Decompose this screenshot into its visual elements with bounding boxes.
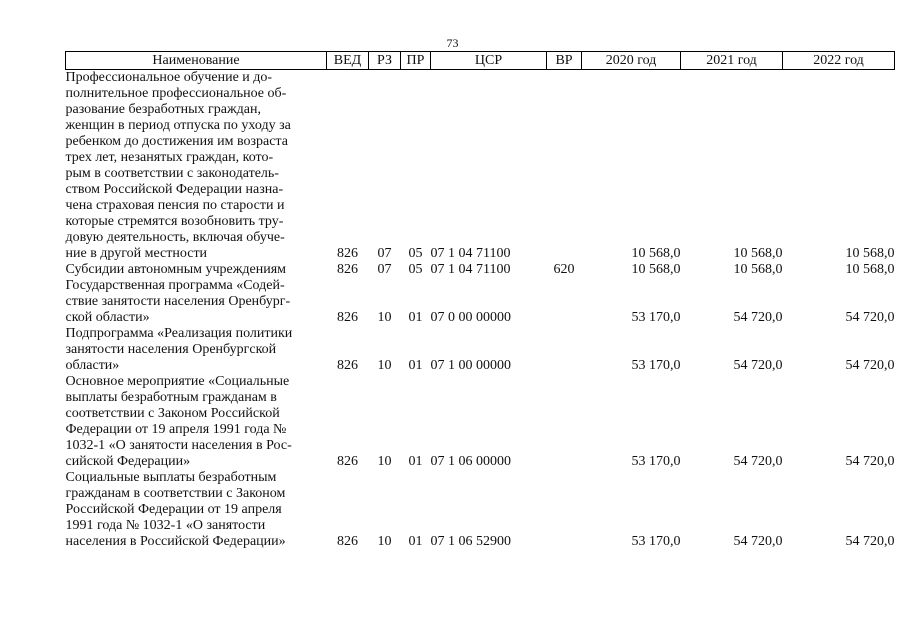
row-vr bbox=[547, 278, 582, 326]
table-row bbox=[66, 326, 895, 374]
row-csr: 07 0 00 00000 bbox=[430, 310, 511, 325]
row-ved: 826 bbox=[337, 310, 358, 325]
row-2022: 54 720,0 bbox=[845, 358, 895, 373]
table-row bbox=[66, 374, 895, 470]
row-rz: 07 bbox=[377, 246, 392, 261]
header-csr: ЦСР bbox=[431, 52, 547, 70]
header-name: Наименование bbox=[66, 52, 327, 70]
row-rz: 10 bbox=[377, 534, 392, 549]
row-csr: 07 1 00 00000 bbox=[430, 358, 511, 373]
row-2020: 53 170,0 bbox=[631, 454, 681, 469]
page-number: 73 bbox=[446, 36, 459, 50]
budget-table bbox=[65, 51, 895, 550]
row-name: Основное мероприятие «Социальные выплаты безработным гражданам в соответствии с Законом Российской Федерации от 19 апреля 1991 года № 1032-1 «О занятости населения в Рос- сийской Федерации» bbox=[65, 374, 292, 469]
row-2020: 53 170,0 bbox=[631, 534, 681, 549]
row-2020: 10 568,0 bbox=[631, 262, 681, 277]
table-row bbox=[66, 70, 895, 263]
row-pr: 01 bbox=[408, 454, 423, 469]
row-name: Профессиональное обучение и до- полнительное профессиональное об- разование безработных граждан, женщин в период отпуска по уходу за ребенком до достижения им возраста трех лет, незанятых граждан, кото- рым в соответствии с законодатель- ством Российской Федерации назна- чена страховая пенсия по старости и которые стремятся возобновить тру- довую деятельность, включая обуче- ние в другой местности bbox=[65, 70, 291, 261]
row-rz: 10 bbox=[377, 358, 392, 373]
row-vr bbox=[547, 70, 582, 263]
row-2021: 54 720,0 bbox=[733, 454, 783, 469]
row-name: Социальные выплаты безработным гражданам в соответствии с Законом Российской Федерации от 19 апреля 1991 года № 1032-1 «О занятости населения в Российской Федерации» bbox=[65, 470, 286, 549]
row-ved: 826 bbox=[337, 246, 358, 261]
header-ved: ВЕД bbox=[327, 52, 369, 70]
row-pr: 01 bbox=[408, 358, 423, 373]
row-2022: 54 720,0 bbox=[845, 454, 895, 469]
row-name: Субсидии автономным учреждениям bbox=[65, 262, 287, 277]
row-2020: 53 170,0 bbox=[631, 358, 681, 373]
header-pr: ПР bbox=[401, 52, 431, 70]
row-pr: 01 bbox=[408, 534, 423, 549]
row-vr bbox=[547, 470, 582, 550]
row-vr bbox=[547, 374, 582, 470]
row-csr: 07 1 06 00000 bbox=[430, 454, 511, 469]
row-2022: 10 568,0 bbox=[845, 262, 895, 277]
row-2022: 54 720,0 bbox=[845, 310, 895, 325]
row-2021: 54 720,0 bbox=[733, 534, 783, 549]
row-rz: 10 bbox=[377, 454, 392, 469]
table-row bbox=[66, 278, 895, 326]
header-rz: РЗ bbox=[369, 52, 401, 70]
row-csr: 07 1 04 71100 bbox=[430, 246, 511, 261]
row-ved: 826 bbox=[337, 358, 358, 373]
header-2022: 2022 год bbox=[783, 52, 895, 70]
row-2020: 53 170,0 bbox=[631, 310, 681, 325]
row-2022: 54 720,0 bbox=[845, 534, 895, 549]
row-vr bbox=[547, 326, 582, 374]
table-row bbox=[66, 262, 895, 278]
row-pr: 05 bbox=[408, 262, 423, 277]
row-2021: 54 720,0 bbox=[733, 310, 783, 325]
row-rz: 07 bbox=[377, 262, 392, 277]
row-rz: 10 bbox=[377, 310, 392, 325]
row-2021: 10 568,0 bbox=[733, 246, 783, 261]
row-ved: 826 bbox=[337, 454, 358, 469]
row-csr: 07 1 04 71100 bbox=[430, 262, 511, 277]
table-row bbox=[66, 470, 895, 550]
row-2021: 10 568,0 bbox=[733, 262, 783, 277]
row-2020: 10 568,0 bbox=[631, 246, 681, 261]
row-2021: 54 720,0 bbox=[733, 358, 783, 373]
row-csr: 07 1 06 52900 bbox=[430, 534, 511, 549]
row-ved: 826 bbox=[337, 534, 358, 549]
row-name: Государственная программа «Содей- ствие занятости населения Оренбург- ской области» bbox=[65, 278, 291, 325]
header-2020: 2020 год bbox=[582, 52, 681, 70]
row-vr: 620 bbox=[553, 262, 575, 277]
table-header-row bbox=[66, 52, 895, 70]
row-pr: 05 bbox=[408, 246, 423, 261]
header-2021: 2021 год bbox=[681, 52, 783, 70]
row-2022: 10 568,0 bbox=[845, 246, 895, 261]
header-vr: ВР bbox=[547, 52, 582, 70]
row-pr: 01 bbox=[408, 310, 423, 325]
row-name: Подпрограмма «Реализация политики занятости населения Оренбургской области» bbox=[65, 326, 293, 373]
row-ved: 826 bbox=[337, 262, 358, 277]
